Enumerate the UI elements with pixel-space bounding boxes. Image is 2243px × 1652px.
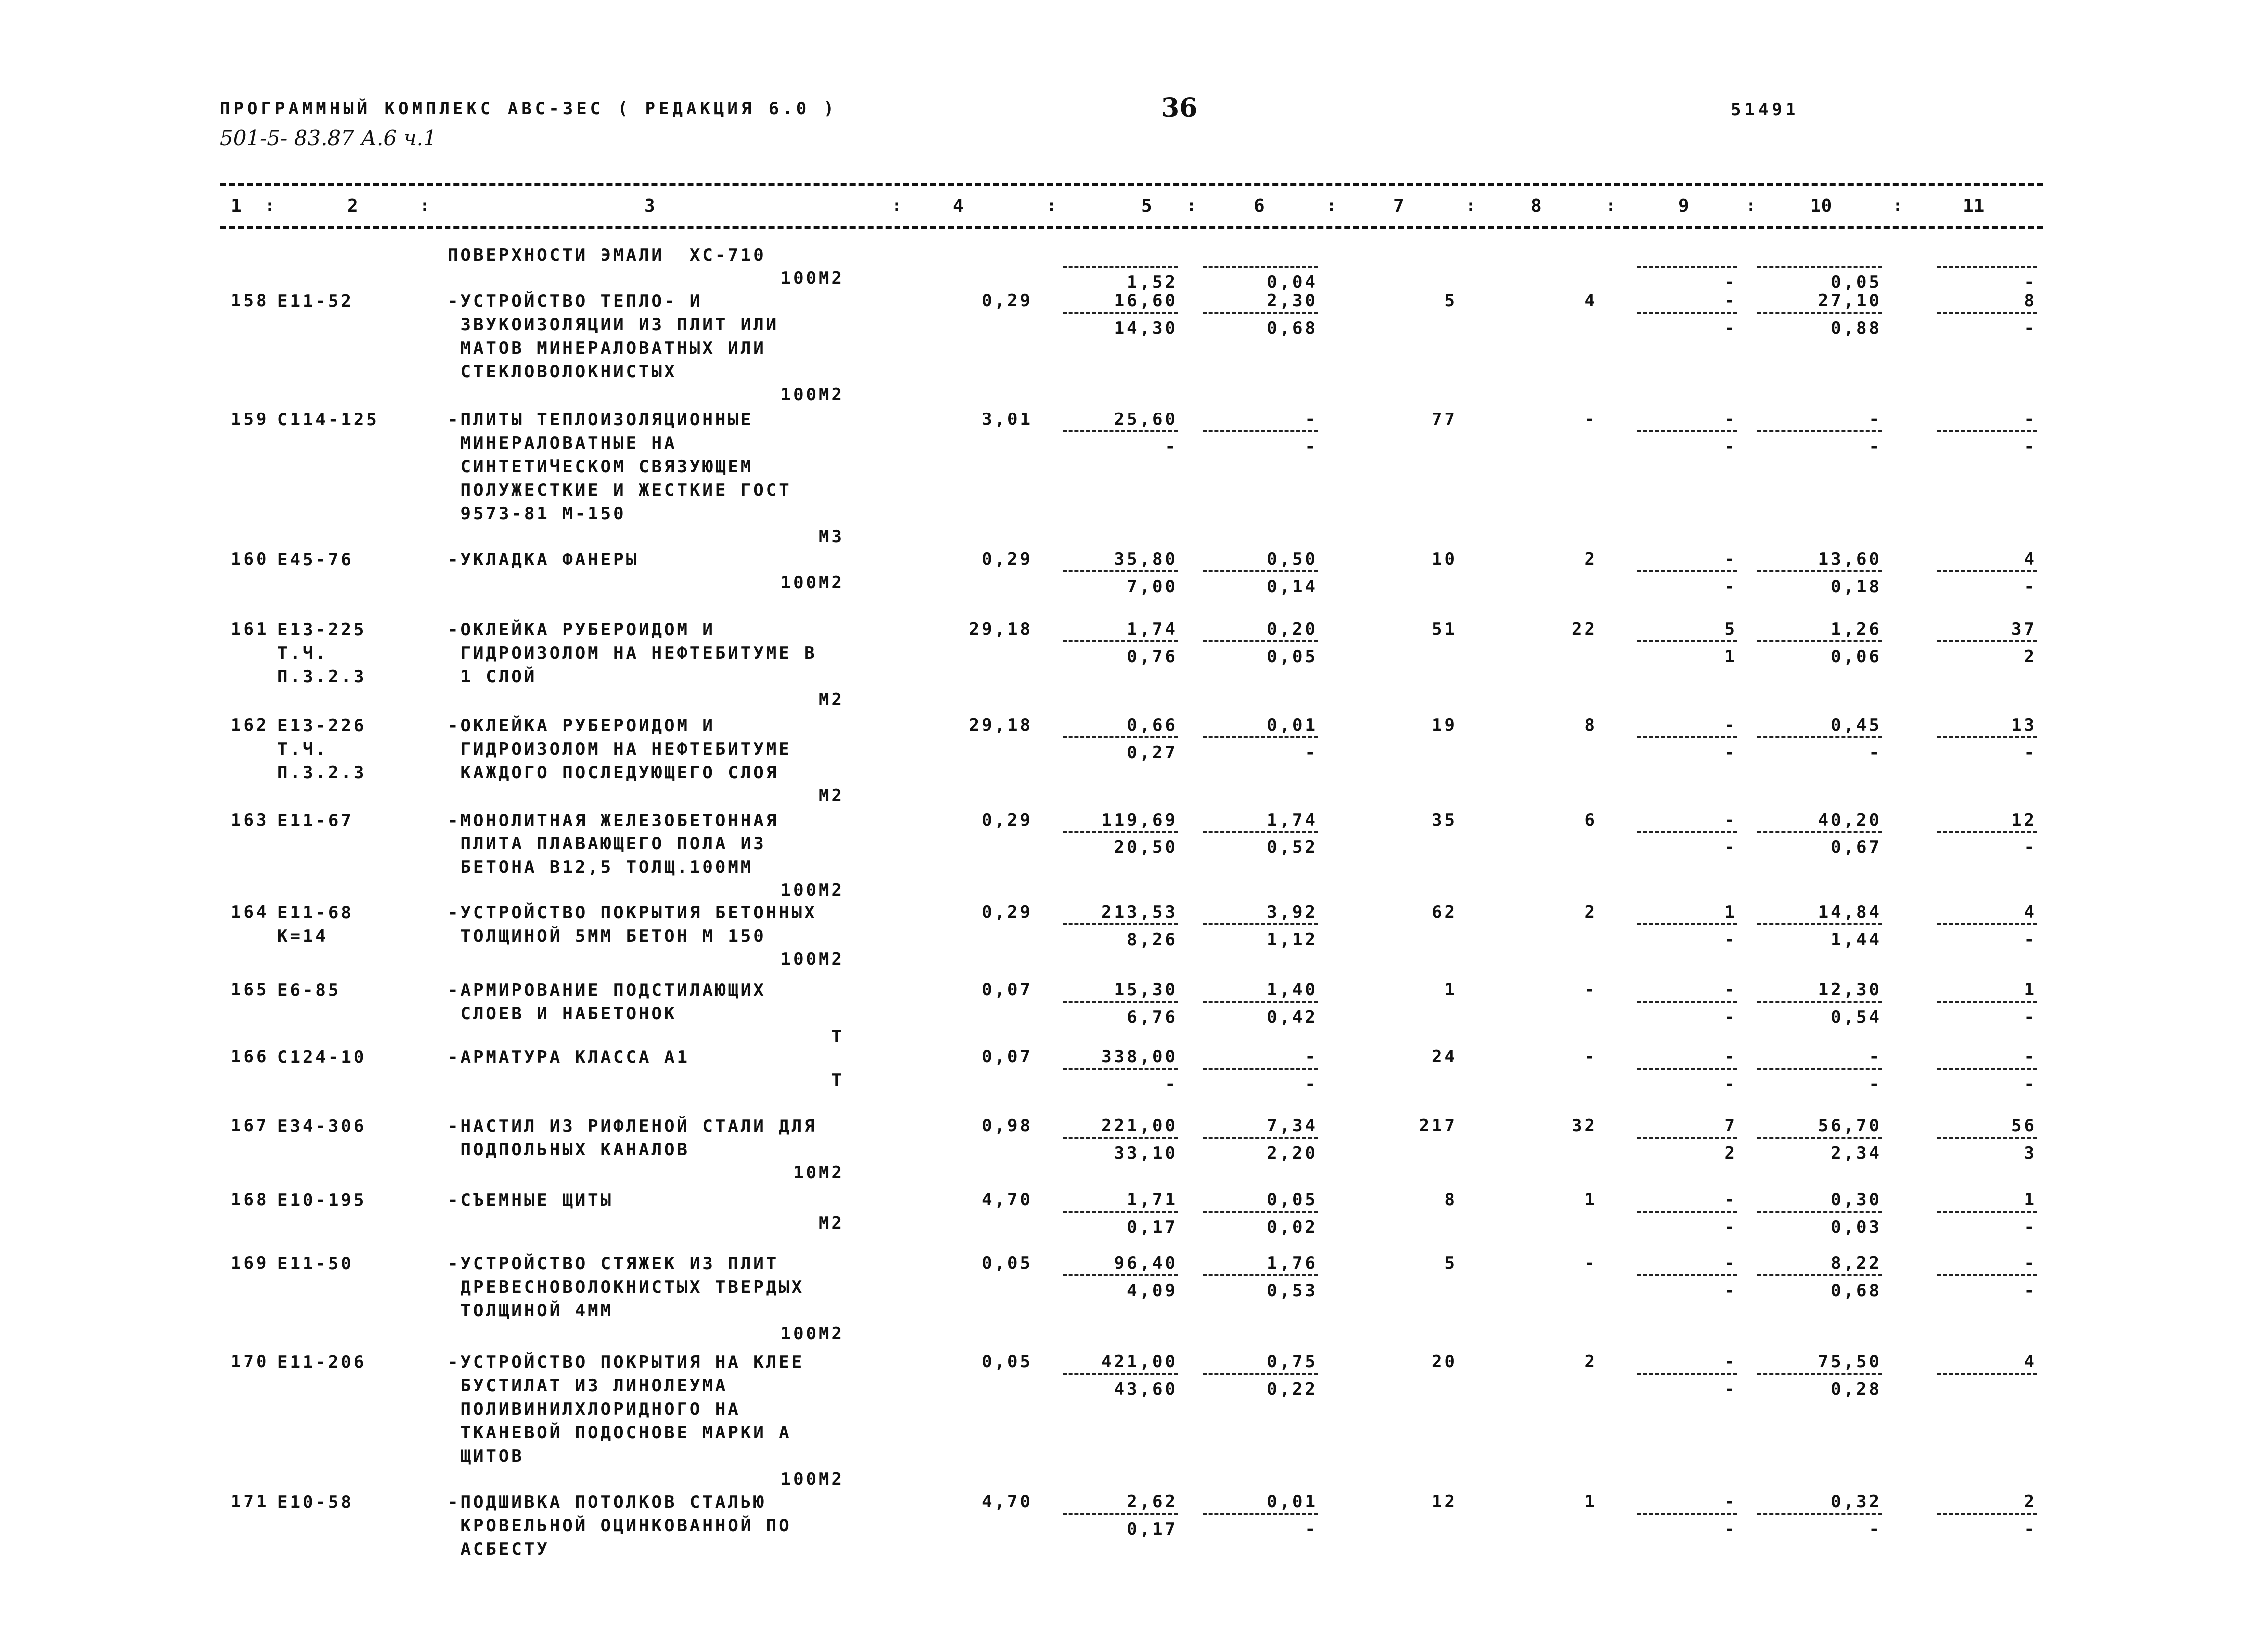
- column-separator: :: [265, 196, 275, 216]
- row-c11-bottom: -: [2024, 272, 2037, 292]
- row-c11-bottom: 2: [2024, 647, 2037, 667]
- program-title: ПРОГРАММНЫЙ КОМПЛЕКС АВС-ЗЕС ( РЕДАКЦИЯ 6.0 ): [220, 99, 838, 119]
- row-c6-bottom: -: [1305, 743, 1318, 763]
- row-c11-bottom: -: [2024, 1007, 2037, 1027]
- row-description: -УКЛАДКА ФАНЕРЫ: [448, 550, 639, 570]
- row-qty: 4,70: [982, 1492, 1033, 1512]
- row-number: 169: [231, 1253, 269, 1273]
- row-qty: 0,05: [982, 1352, 1033, 1372]
- column-separator: :: [1326, 196, 1337, 216]
- row-c5-top: 1,71: [1063, 1189, 1178, 1213]
- row-number: 168: [231, 1190, 269, 1210]
- row-c10-top: 27,10: [1757, 290, 1882, 314]
- row-c9-top: [1637, 244, 1737, 268]
- row-c6-bottom: 0,04: [1267, 272, 1318, 292]
- row-c11-bottom: -: [2024, 1519, 2037, 1539]
- column-separator: :: [1466, 196, 1476, 216]
- row-c8: 1: [1584, 1190, 1597, 1210]
- row-description: -УСТРОЙСТВО ПОКРЫТИЯ БЕТОННЫХ ТОЛЩИНОЙ 5ММ БЕТОН М 150: [448, 903, 817, 946]
- row-c11-bottom: -: [2024, 1217, 2037, 1237]
- row-c6-bottom: 0,53: [1267, 1281, 1318, 1301]
- row-c7: 35: [1432, 810, 1457, 830]
- row-c5-bottom: 20,50: [1114, 837, 1178, 857]
- row-c11-bottom: -: [2024, 437, 2037, 457]
- row-c5-bottom: 8,26: [1127, 930, 1178, 950]
- row-c9-bottom: -: [1724, 1074, 1737, 1094]
- row-unit: Т: [831, 1070, 844, 1090]
- row-code: Е11-206: [277, 1352, 367, 1372]
- row-c8: 32: [1572, 1116, 1597, 1136]
- row-c9-top: -: [1637, 1351, 1737, 1375]
- row-c6-top: 3,92: [1203, 901, 1318, 925]
- row-c10-top: 13,60: [1757, 548, 1882, 572]
- row-c6-top: 0,20: [1203, 618, 1318, 642]
- row-c8: -: [1584, 980, 1597, 1000]
- row-c5-top: 16,60: [1063, 290, 1178, 314]
- row-qty: 0,29: [982, 902, 1033, 922]
- row-number: 158: [231, 291, 269, 311]
- row-c5-top: 0,66: [1063, 714, 1178, 738]
- row-unit: 100М2: [780, 268, 844, 288]
- row-c9-bottom: 2: [1724, 1143, 1737, 1163]
- row-c9-bottom: -: [1724, 1281, 1737, 1301]
- row-c9-top: -: [1637, 1252, 1737, 1276]
- row-c6-top: 1,74: [1203, 809, 1318, 833]
- row-c10-top: -: [1757, 1046, 1882, 1070]
- row-c6-bottom: 0,22: [1267, 1379, 1318, 1399]
- row-c9-bottom: -: [1724, 1217, 1737, 1237]
- row-c6-bottom: 0,05: [1267, 647, 1318, 667]
- row-description: -УСТРОЙСТВО СТЯЖЕК ИЗ ПЛИТ ДРЕВЕСНОВОЛОКНИСТЫХ ТВЕРДЫХ ТОЛЩИНОЙ 4ММ: [448, 1254, 805, 1321]
- row-c5-top: 2,62: [1063, 1491, 1178, 1515]
- row-c5-bottom: -: [1165, 437, 1178, 457]
- row-c9-bottom: -: [1724, 837, 1737, 857]
- row-description: -СЪЕМНЫЕ ЩИТЫ: [448, 1190, 614, 1210]
- row-qty: 0,29: [982, 549, 1033, 569]
- row-c11-top: 4: [1937, 901, 2037, 925]
- row-number: 167: [231, 1116, 269, 1136]
- row-qty: 0,29: [982, 291, 1033, 311]
- row-c10-top: -: [1757, 409, 1882, 432]
- row-c6-bottom: 2,20: [1267, 1143, 1318, 1163]
- row-qty: 3,01: [982, 410, 1033, 429]
- row-c6-top: 0,05: [1203, 1189, 1318, 1213]
- row-c6-top: -: [1203, 409, 1318, 432]
- row-c5-top: 96,40: [1063, 1252, 1178, 1276]
- row-c5-top: 25,60: [1063, 409, 1178, 432]
- row-code: Е10-58: [277, 1492, 354, 1512]
- row-c11-bottom: -: [2024, 577, 2037, 597]
- row-c5-bottom: 0,76: [1127, 647, 1178, 667]
- row-c7: 20: [1432, 1352, 1457, 1372]
- header-rule-bottom: [220, 226, 2043, 229]
- row-c10-top: 40,20: [1757, 809, 1882, 833]
- row-c10-bottom: 0,05: [1831, 272, 1882, 292]
- row-unit: 100М2: [780, 385, 844, 405]
- row-c9-top: -: [1637, 1046, 1737, 1070]
- column-header-9: 9: [1678, 196, 1689, 216]
- row-c8: -: [1584, 410, 1597, 429]
- row-c10-top: 14,84: [1757, 901, 1882, 925]
- row-c5-bottom: 7,00: [1127, 577, 1178, 597]
- row-c6-top: 2,30: [1203, 290, 1318, 314]
- row-c6-top: 0,75: [1203, 1351, 1318, 1375]
- row-code: Е45-76: [277, 550, 354, 570]
- row-unit: М2: [819, 690, 844, 710]
- row-c5-bottom: 4,09: [1127, 1281, 1178, 1301]
- row-c5-top: 338,00: [1063, 1046, 1178, 1070]
- row-description: -ОКЛЕЙКА РУБЕРОИДОМ И ГИДРОИЗОЛОМ НА НЕФТЕБИТУМЕ КАЖДОГО ПОСЛЕДУЮЩЕГО СЛОЯ: [448, 716, 792, 783]
- row-c9-top: 1: [1637, 901, 1737, 925]
- row-c9-top: -: [1637, 1491, 1737, 1515]
- row-code: Е11-50: [277, 1254, 354, 1274]
- row-c5-bottom: 0,17: [1127, 1519, 1178, 1539]
- row-c6-bottom: -: [1305, 437, 1318, 457]
- row-c11-top: [1937, 244, 2037, 268]
- column-header-1: 1: [231, 196, 242, 216]
- document-code: 51491: [1731, 100, 1799, 120]
- row-c8: 2: [1584, 549, 1597, 569]
- row-c6-top: 0,01: [1203, 1491, 1318, 1515]
- row-c10-bottom: 0,28: [1831, 1379, 1882, 1399]
- row-c9-bottom: -: [1724, 437, 1737, 457]
- row-c7: 10: [1432, 549, 1457, 569]
- row-c8: 1: [1584, 1492, 1597, 1512]
- column-separator: :: [1186, 196, 1197, 216]
- row-qty: 0,07: [982, 980, 1033, 1000]
- row-c8: 2: [1584, 902, 1597, 922]
- row-c10-top: [1757, 244, 1882, 268]
- row-c9-bottom: -: [1724, 318, 1737, 338]
- row-c10-top: 12,30: [1757, 979, 1882, 1003]
- row-c11-top: 56: [1937, 1115, 2037, 1139]
- row-c11-top: 8: [1937, 290, 2037, 314]
- row-qty: 0,98: [982, 1116, 1033, 1136]
- row-code: Е13-225 Т.Ч. П.3.2.3: [277, 620, 367, 687]
- row-c8: -: [1584, 1047, 1597, 1067]
- row-c6-top: 0,50: [1203, 548, 1318, 572]
- row-c5-top: 221,00: [1063, 1115, 1178, 1139]
- row-c11-top: 13: [1937, 714, 2037, 738]
- row-c7: 51: [1432, 619, 1457, 639]
- row-c5-bottom: 0,27: [1127, 743, 1178, 763]
- row-c5-top: 1,74: [1063, 618, 1178, 642]
- row-c9-bottom: -: [1724, 930, 1737, 950]
- row-number: 161: [231, 619, 269, 639]
- row-c9-top: 5: [1637, 618, 1737, 642]
- row-description: -УСТРОЙСТВО ТЕПЛО- И ЗВУКОИЗОЛЯЦИИ ИЗ ПЛИТ ИЛИ МАТОВ МИНЕРАЛОВАТНЫХ ИЛИ СТЕКЛОВОЛОКНИСТЫХ: [448, 291, 779, 382]
- row-description: -ПЛИТЫ ТЕПЛОИЗОЛЯЦИОННЫЕ МИНЕРАЛОВАТНЫЕ НА СИНТЕТИЧЕСКОМ СВЯЗУЮЩЕМ ПОЛУЖЕСТКИЕ И ЖЕСТКИЕ ГОСТ 9573-81 М-150: [448, 410, 792, 524]
- row-qty: 0,07: [982, 1047, 1033, 1067]
- row-unit: 10М2: [793, 1163, 844, 1183]
- row-c11-bottom: 3: [2024, 1143, 2037, 1163]
- column-header-11: 11: [1963, 196, 1985, 216]
- row-c9-top: -: [1637, 714, 1737, 738]
- row-c7: 12: [1432, 1492, 1457, 1512]
- header-rule-top: [220, 183, 2043, 186]
- row-c9-bottom: -: [1724, 1379, 1737, 1399]
- row-c5-top: 15,30: [1063, 979, 1178, 1003]
- row-c9-bottom: 1: [1724, 647, 1737, 667]
- row-c5-bottom: 14,30: [1114, 318, 1178, 338]
- row-c11-bottom: -: [2024, 930, 2037, 950]
- row-c5-bottom: 6,76: [1127, 1007, 1178, 1027]
- handwritten-reference: 501-5- 83.87 А.6 ч.1: [220, 126, 437, 150]
- column-header-4: 4: [953, 196, 964, 216]
- row-number: 171: [231, 1492, 269, 1512]
- row-c11-top: 12: [1937, 809, 2037, 833]
- row-c10-top: 0,32: [1757, 1491, 1882, 1515]
- row-c9-top: -: [1637, 1189, 1737, 1213]
- row-c11-top: -: [1937, 409, 2037, 432]
- row-number: 160: [231, 549, 269, 569]
- row-c6-bottom: 0,14: [1267, 577, 1318, 597]
- row-c11-top: 2: [1937, 1491, 2037, 1515]
- row-code: С124-10: [277, 1047, 367, 1067]
- row-c5-top: 213,53: [1063, 901, 1178, 925]
- row-c9-top: -: [1637, 409, 1737, 432]
- row-c10-bottom: 0,88: [1831, 318, 1882, 338]
- row-c10-bottom: 0,18: [1831, 577, 1882, 597]
- row-c5-bottom: 0,17: [1127, 1217, 1178, 1237]
- row-qty: 0,05: [982, 1253, 1033, 1273]
- row-c10-top: 56,70: [1757, 1115, 1882, 1139]
- row-code: Е11-68 К=14: [277, 903, 354, 946]
- row-code: Е6-85: [277, 980, 341, 1000]
- row-unit: 100М2: [780, 880, 844, 900]
- row-c5-top: 35,80: [1063, 548, 1178, 572]
- row-c10-bottom: 0,06: [1831, 647, 1882, 667]
- row-c10-bottom: -: [1869, 1074, 1882, 1094]
- row-description: -АРМАТУРА КЛАССА А1: [448, 1047, 690, 1067]
- row-code: Е11-52: [277, 291, 354, 311]
- row-c10-top: 8,22: [1757, 1252, 1882, 1276]
- row-c10-bottom: 0,03: [1831, 1217, 1882, 1237]
- row-c11-bottom: -: [2024, 1074, 2037, 1094]
- row-number: 165: [231, 980, 269, 1000]
- row-c9-top: -: [1637, 809, 1737, 833]
- row-c10-bottom: 1,44: [1831, 930, 1882, 950]
- row-c8: 4: [1584, 291, 1597, 311]
- row-unit: Т: [831, 1027, 844, 1047]
- page-number: 36: [1161, 93, 1198, 123]
- row-c6-bottom: -: [1305, 1519, 1318, 1539]
- row-c10-bottom: 0,68: [1831, 1281, 1882, 1301]
- row-c9-top: 7: [1637, 1115, 1737, 1139]
- row-c6-bottom: 0,68: [1267, 318, 1318, 338]
- row-c10-top: 0,30: [1757, 1189, 1882, 1213]
- row-c5-top: [1063, 244, 1178, 268]
- row-c6-bottom: 0,42: [1267, 1007, 1318, 1027]
- row-unit: М3: [819, 527, 844, 547]
- row-code: Е11-67: [277, 811, 354, 830]
- row-c7: 5: [1444, 291, 1457, 311]
- row-unit: 100М2: [780, 1324, 844, 1344]
- row-c9-bottom: -: [1724, 577, 1737, 597]
- row-c6-top: [1203, 244, 1318, 268]
- row-c8: 6: [1584, 810, 1597, 830]
- row-c9-bottom: -: [1724, 1519, 1737, 1539]
- row-c7: 19: [1432, 715, 1457, 735]
- row-unit: М2: [819, 786, 844, 806]
- column-separator: :: [892, 196, 902, 216]
- row-c6-top: 1,40: [1203, 979, 1318, 1003]
- row-c11-bottom: -: [2024, 318, 2037, 338]
- row-c5-bottom: 1,52: [1127, 272, 1178, 292]
- row-c5-top: 119,69: [1063, 809, 1178, 833]
- row-c10-bottom: -: [1869, 437, 1882, 457]
- row-description: -МОНОЛИТНАЯ ЖЕЛЕЗОБЕТОННАЯ ПЛИТА ПЛАВАЮЩЕГО ПОЛА ИЗ БЕТОНА В12,5 ТОЛЩ.100ММ: [448, 811, 779, 877]
- row-unit: М2: [819, 1213, 844, 1233]
- row-code: Е10-195: [277, 1190, 367, 1210]
- column-separator: :: [420, 196, 430, 216]
- row-c11-top: 37: [1937, 618, 2037, 642]
- row-number: 163: [231, 810, 269, 830]
- row-unit: 100М2: [780, 1469, 844, 1489]
- row-c5-bottom: -: [1165, 1074, 1178, 1094]
- row-c7: 8: [1444, 1190, 1457, 1210]
- row-c7: 5: [1444, 1253, 1457, 1273]
- row-c8: 8: [1584, 715, 1597, 735]
- row-description: -НАСТИЛ ИЗ РИФЛЕНОЙ СТАЛИ ДЛЯ ПОДПОЛЬНЫХ КАНАЛОВ: [448, 1116, 817, 1160]
- row-number: 166: [231, 1047, 269, 1067]
- row-c5-bottom: 33,10: [1114, 1143, 1178, 1163]
- column-header-8: 8: [1531, 196, 1542, 216]
- row-number: 164: [231, 902, 269, 922]
- row-c10-bottom: 0,67: [1831, 837, 1882, 857]
- row-c9-bottom: -: [1724, 1007, 1737, 1027]
- row-c5-top: 421,00: [1063, 1351, 1178, 1375]
- row-c11-bottom: -: [2024, 837, 2037, 857]
- row-c6-top: 0,01: [1203, 714, 1318, 738]
- row-c11-top: 4: [1937, 548, 2037, 572]
- row-c8: 22: [1572, 619, 1597, 639]
- row-c6-bottom: -: [1305, 1074, 1318, 1094]
- row-c6-top: 7,34: [1203, 1115, 1318, 1139]
- row-c11-top: 4: [1937, 1351, 2037, 1375]
- row-number: 170: [231, 1352, 269, 1372]
- row-c7: 62: [1432, 902, 1457, 922]
- row-c10-bottom: 0,54: [1831, 1007, 1882, 1027]
- row-c6-bottom: 0,52: [1267, 837, 1318, 857]
- row-c7: 24: [1432, 1047, 1457, 1067]
- row-description: -УСТРОЙСТВО ПОКРЫТИЯ НА КЛЕЕ БУСТИЛАТ ИЗ ЛИНОЛЕУМА ПОЛИВИНИЛХЛОРИДНОГО НА ТКАНЕВОЙ ПОДОСНОВЕ МАРКИ А ЩИТОВ: [448, 1352, 805, 1466]
- row-c6-top: 1,76: [1203, 1252, 1318, 1276]
- row-unit: 100М2: [780, 949, 844, 969]
- row-c11-top: 1: [1937, 979, 2037, 1003]
- row-number: 159: [231, 410, 269, 429]
- row-c10-top: 75,50: [1757, 1351, 1882, 1375]
- row-c6-bottom: 0,02: [1267, 1217, 1318, 1237]
- row-c10-top: 0,45: [1757, 714, 1882, 738]
- column-header-3: 3: [644, 196, 655, 216]
- row-c11-top: -: [1937, 1046, 2037, 1070]
- row-c9-top: -: [1637, 548, 1737, 572]
- row-description: ПОВЕРХНОСТИ ЭМАЛИ ХС-710: [448, 245, 766, 265]
- row-c9-top: -: [1637, 979, 1737, 1003]
- row-c11-top: -: [1937, 1252, 2037, 1276]
- row-c10-top: 1,26: [1757, 618, 1882, 642]
- row-c7: 77: [1432, 410, 1457, 429]
- column-header-6: 6: [1254, 196, 1265, 216]
- row-description: -АРМИРОВАНИЕ ПОДСТИЛАЮЩИХ СЛОЕВ И НАБЕТОНОК: [448, 980, 766, 1024]
- row-c9-top: -: [1637, 290, 1737, 314]
- column-separator: :: [1606, 196, 1616, 216]
- column-separator: :: [1746, 196, 1756, 216]
- row-c7: 1: [1444, 980, 1457, 1000]
- column-header-10: 10: [1810, 196, 1832, 216]
- row-description: -ПОДШИВКА ПОТОЛКОВ СТАЛЬЮ КРОВЕЛЬНОЙ ОЦИНКОВАННОЙ ПО АСБЕСТУ: [448, 1492, 792, 1559]
- row-c5-bottom: 43,60: [1114, 1379, 1178, 1399]
- row-c6-bottom: 1,12: [1267, 930, 1318, 950]
- row-description: -ОКЛЕЙКА РУБЕРОИДОМ И ГИДРОИЗОЛОМ НА НЕФТЕБИТУМЕ В 1 СЛОЙ: [448, 620, 817, 687]
- row-unit: 100М2: [780, 573, 844, 593]
- row-c10-bottom: 2,34: [1831, 1143, 1882, 1163]
- row-c10-bottom: -: [1869, 743, 1882, 763]
- row-c8: -: [1584, 1253, 1597, 1273]
- column-separator: :: [1893, 196, 1903, 216]
- row-c7: 217: [1419, 1116, 1457, 1136]
- column-separator: :: [1046, 196, 1057, 216]
- row-c6-top: -: [1203, 1046, 1318, 1070]
- row-c11-bottom: -: [2024, 1281, 2037, 1301]
- row-qty: 0,29: [982, 810, 1033, 830]
- row-code: С114-125: [277, 410, 379, 430]
- row-c9-bottom: -: [1724, 743, 1737, 763]
- row-qty: 29,18: [969, 715, 1033, 735]
- row-number: 162: [231, 715, 269, 735]
- row-code: Е34-306: [277, 1116, 367, 1136]
- row-c11-bottom: -: [2024, 743, 2037, 763]
- column-header-2: 2: [347, 196, 358, 216]
- row-qty: 4,70: [982, 1190, 1033, 1210]
- column-header-5: 5: [1141, 196, 1152, 216]
- row-c11-top: 1: [1937, 1189, 2037, 1213]
- row-c9-bottom: -: [1724, 272, 1737, 292]
- column-header-7: 7: [1393, 196, 1404, 216]
- row-c8: 2: [1584, 1352, 1597, 1372]
- row-code: Е13-226 Т.Ч. П.3.2.3: [277, 716, 367, 783]
- row-qty: 29,18: [969, 619, 1033, 639]
- row-c10-bottom: -: [1869, 1519, 1882, 1539]
